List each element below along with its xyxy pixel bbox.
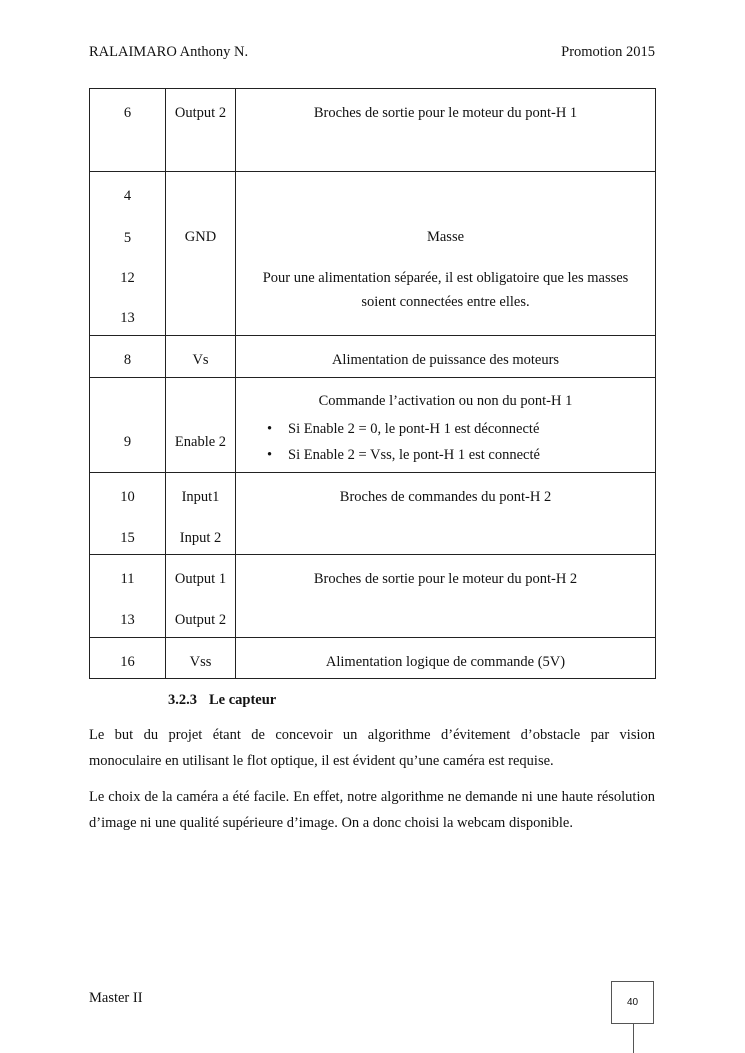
pin-number: 15: [120, 529, 135, 546]
desc-cell: [236, 89, 656, 172]
name-cell: [166, 378, 236, 473]
pin-name: Output 2: [174, 105, 227, 121]
pin-description: Commande l’activation ou non du pont-H 1: [318, 393, 573, 409]
pin-name: Vss: [189, 654, 212, 670]
name-cell: [166, 89, 236, 172]
paragraph-line: monoculaire en utilisant le flot optique, il est évident qu’une caméra est requise.: [89, 753, 554, 769]
page-header: [89, 44, 655, 61]
pin-number: 12: [120, 270, 135, 287]
pin-description: soient connectées entre elles.: [361, 294, 530, 311]
paragraph-line: Le choix de la caméra a été facile. En effet, notre algorithme ne demande ni une haute résolution: [89, 789, 655, 805]
paragraph-line: d’image ni une qualité supérieure d’image. On a donc choisi la webcam disponible.: [89, 815, 573, 831]
section-title: Le capteur: [209, 692, 277, 708]
pin-table: [89, 88, 656, 679]
enable-bullet-list: [236, 421, 655, 464]
header-author: RALAIMARO Anthony N.: [89, 44, 249, 60]
pin-number: 4: [123, 188, 132, 204]
pin-cell: [90, 555, 166, 638]
pin-description: Alimentation logique de commande (5V): [325, 654, 566, 670]
pin-description: Broches de sortie pour le moteur du pont-H 1: [313, 105, 578, 121]
name-cell: [166, 336, 236, 378]
header-promotion: Promotion 2015: [561, 44, 655, 60]
pin-number: 13: [120, 310, 135, 327]
desc-cell: [236, 473, 656, 555]
section-number: 3.2.3: [168, 692, 197, 708]
table-row: [90, 172, 656, 336]
paragraph: [89, 722, 655, 774]
pin-cell: [90, 378, 166, 473]
pin-cell: [90, 172, 166, 336]
footer-label: Master II: [89, 990, 143, 1006]
pin-number: 16: [120, 654, 135, 670]
pin-cell: [90, 473, 166, 555]
pin-name: Enable 2: [174, 434, 227, 450]
pin-cell: [90, 89, 166, 172]
section-heading: [168, 692, 276, 709]
table-row: [90, 473, 656, 555]
pin-cell: [90, 336, 166, 378]
pin-cell: [90, 638, 166, 679]
pin-number: 9: [123, 434, 132, 450]
pin-name: Input 2: [179, 529, 222, 546]
pin-number: 13: [120, 611, 135, 628]
pin-description: Masse: [426, 229, 465, 245]
name-cell: [166, 473, 236, 555]
desc-cell: [236, 336, 656, 378]
pin-number: 11: [120, 571, 135, 587]
desc-cell: [236, 378, 656, 473]
page-number-box: [611, 981, 654, 1024]
pin-description: Broches de commandes du pont-H 2: [339, 489, 552, 505]
pin-number: 5: [123, 229, 132, 246]
desc-cell: [236, 172, 656, 336]
table-row: [90, 555, 656, 638]
pin-name: GND: [184, 229, 217, 245]
page-number-line: [633, 1024, 634, 1053]
pin-description: Broches de sortie pour le moteur du pont-H 2: [313, 571, 578, 587]
desc-cell: [236, 555, 656, 638]
table-row: [90, 89, 656, 172]
pin-description: Alimentation de puissance des moteurs: [331, 352, 560, 368]
pin-number: 8: [123, 352, 132, 368]
name-cell: [166, 555, 236, 638]
pin-number: 6: [123, 105, 132, 121]
pin-name: Input1: [181, 489, 220, 505]
pin-name: Output 2: [174, 611, 227, 628]
pin-name: Vs: [192, 352, 209, 368]
paragraph-line: Le but du projet étant de concevoir un algorithme d’évitement d’obstacle par vision: [89, 727, 655, 743]
paragraph: [89, 784, 655, 836]
name-cell: [166, 172, 236, 336]
table-row: [90, 378, 656, 473]
list-item: • Si Enable 2 = Vss, le pont-H 1 est connecté: [236, 447, 655, 464]
pin-description: Pour une alimentation séparée, il est obligatoire que les masses: [262, 269, 629, 286]
pin-name: Output 1: [174, 571, 227, 587]
pin-number: 10: [120, 489, 135, 505]
table-row: [90, 638, 656, 679]
page-number: 40: [626, 997, 639, 1008]
name-cell: [166, 638, 236, 679]
table-row: [90, 336, 656, 378]
list-item: • Si Enable 2 = 0, le pont-H 1 est déconnecté: [236, 421, 655, 438]
desc-cell: [236, 638, 656, 679]
